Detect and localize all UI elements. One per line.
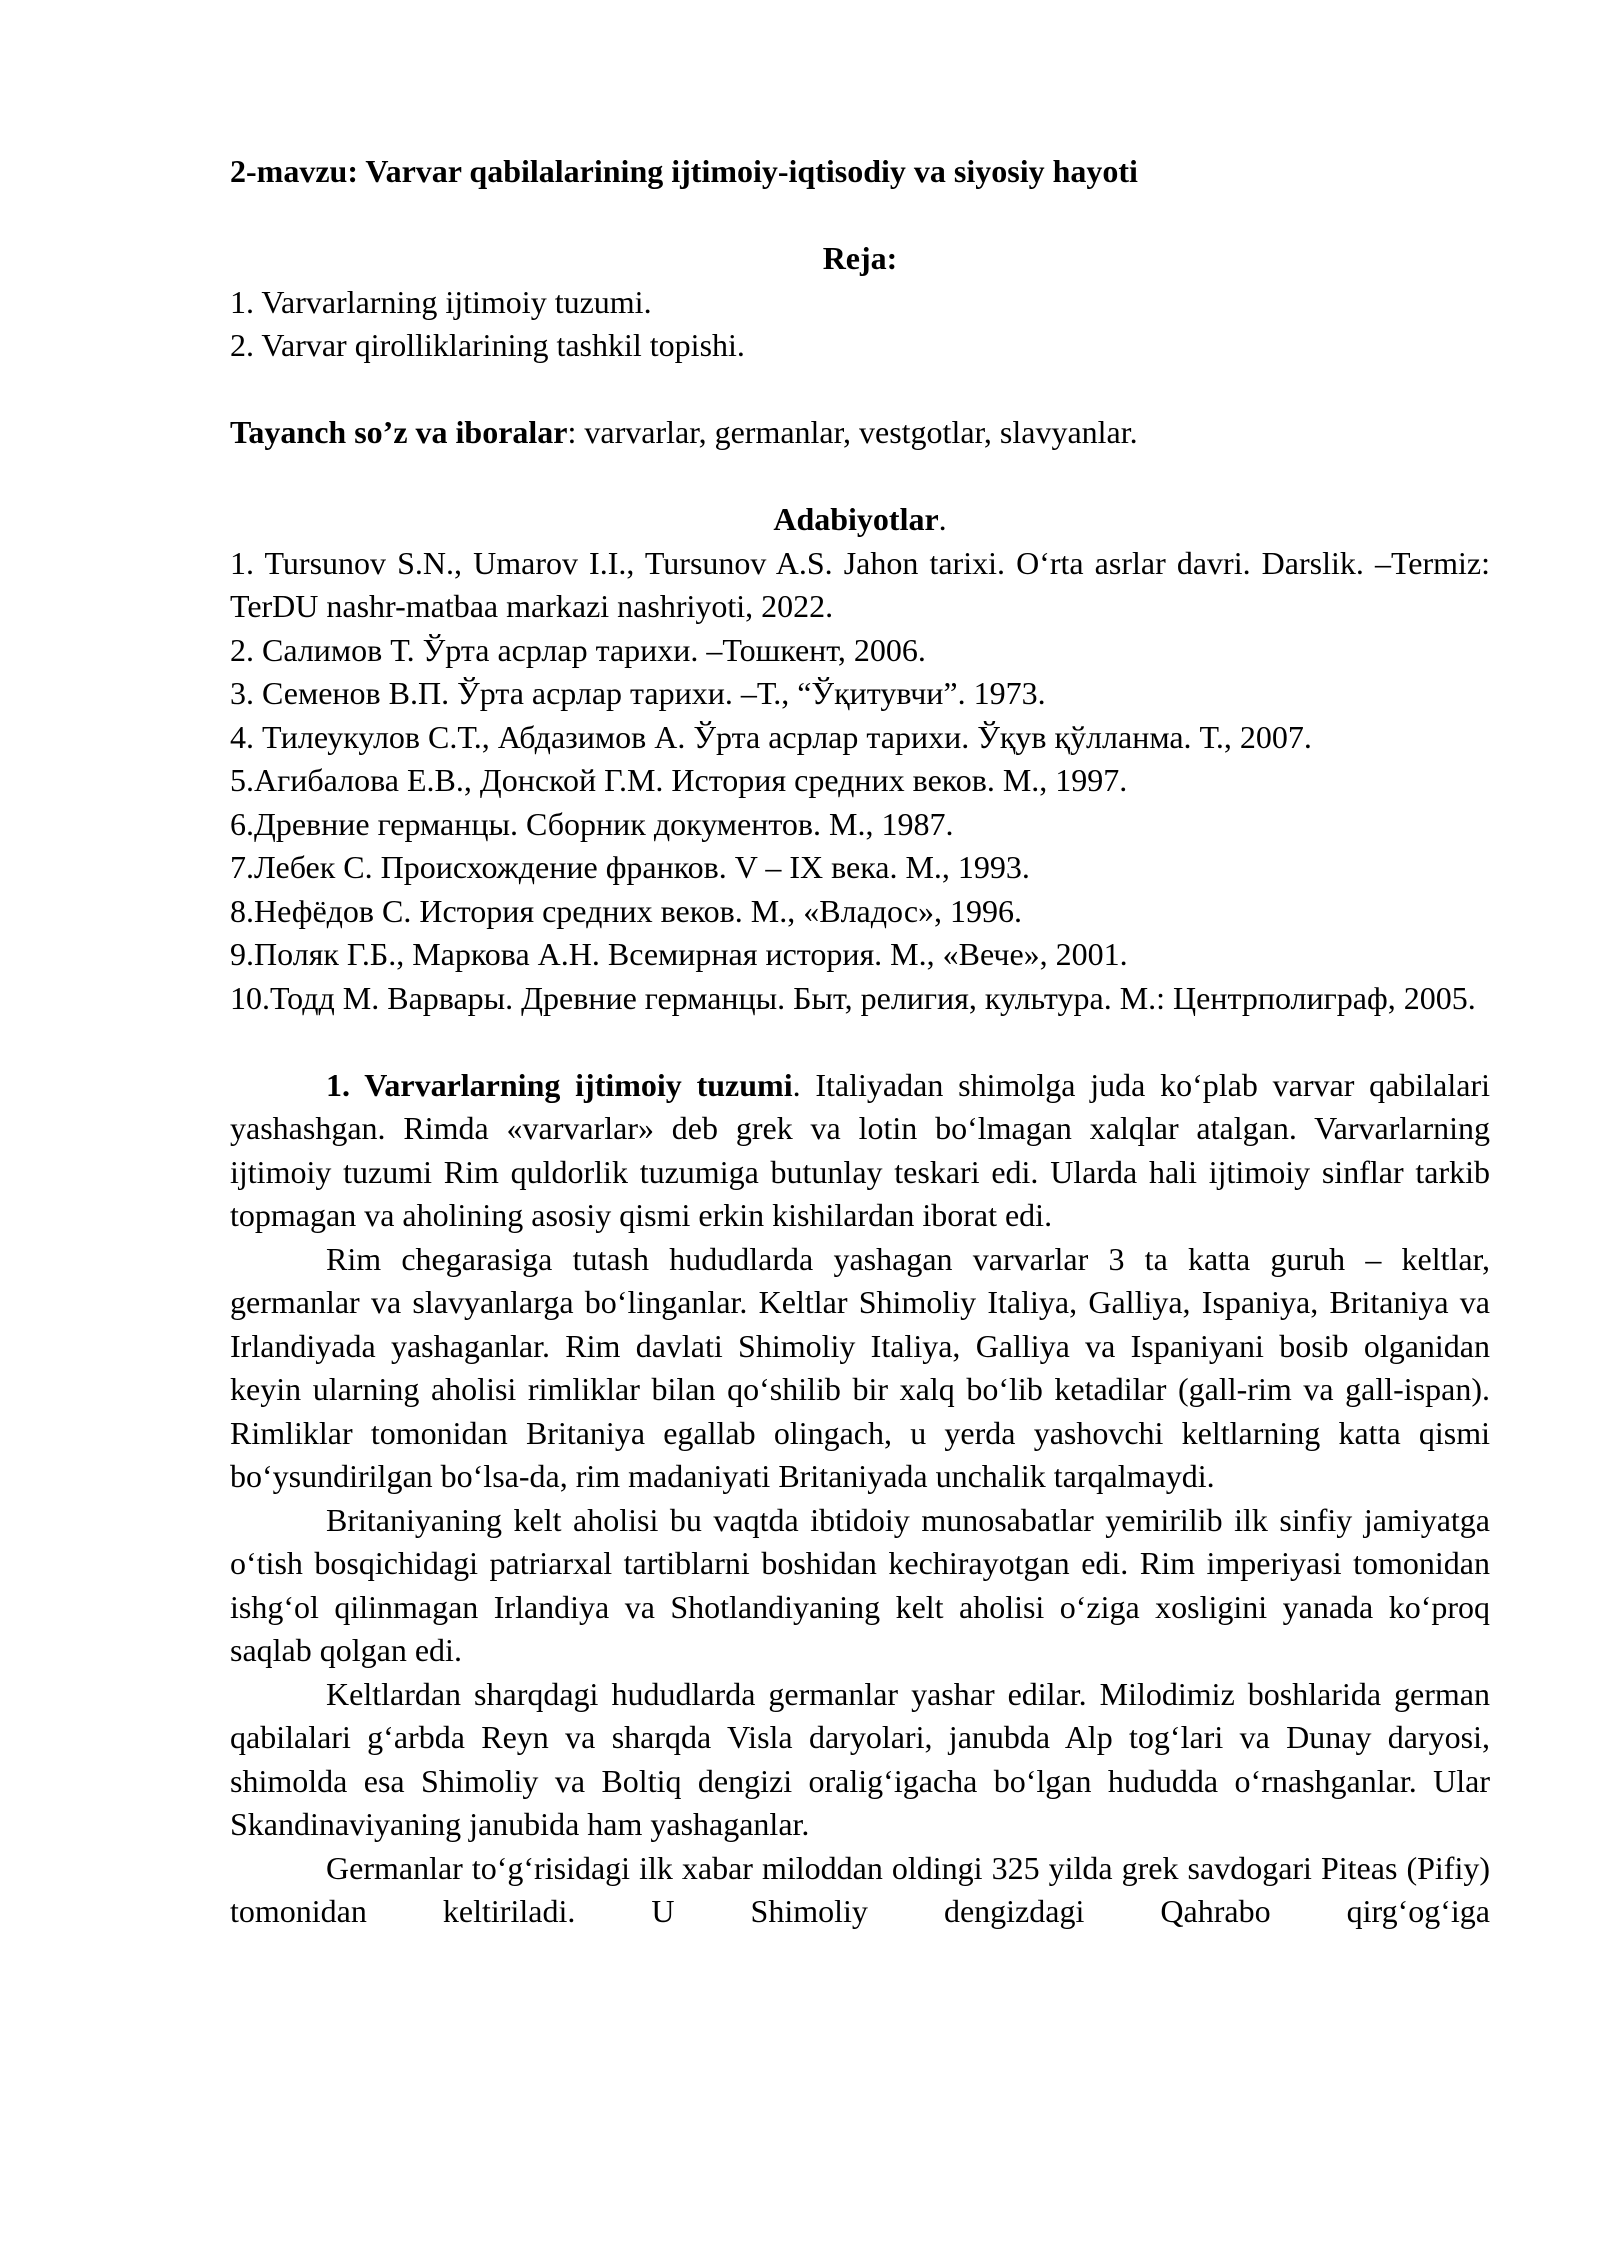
keywords-text: : varvarlar, germanlar, vestgotlar, slavyanlar. xyxy=(567,414,1138,450)
document-page xyxy=(230,150,1490,1934)
plan-item: 2. Varvar qirolliklarining tashkil topishi. xyxy=(230,327,745,363)
literature-item: 1. Tursunov S.N., Umarov I.I., Tursunov A.S. Jahon tarixi. O‘rta asrlar davri. Darslik. –Termiz: TerDU nashr-matbaa markazi nashriyoti, 2022. xyxy=(230,544,1490,624)
body-paragraph: Rim chegarasiga tutash hududlarda yashagan varvarlar 3 ta katta guruh – keltlar, germanlar va slavyanlarga bo‘linganlar. Keltlar Shimoliy Italiya, Galliya, Ispaniya, Britaniya va Irlandiyada yashaganlar. Rim davlati Shimoliy Italiya, Galliya va Ispaniyani bosib olganidan keyin ularning aholisi rimliklar bilan qo‘shilib bir xalq bo‘lib ketadilar (gall-rim va gall-ispan). Rimliklar tomonidan Britaniya egallab olingach, u yerda yashovchi keltlarning katta qismi bo‘ysundirilgan bo‘lsa-da, rim madaniyati Britaniyada unchalik tarqalmaydi. xyxy=(230,1240,1490,1494)
body-paragraph: Britaniyaning kelt aholisi bu vaqtda ibtidoiy munosabatlar yemirilib ilk sinfiy jamiyatga o‘tish bosqichidagi patriarxal tartiblarni boshidan kechirayotgan edi. Rim imperiyasi tomonidan ishg‘ol qilinmagan Irlandiya va Shotlandiyaning kelt aholisi o‘ziga xosligini yanada ko‘proq saqlab qolgan edi. xyxy=(230,1501,1490,1668)
literature-item: 6.Древние германцы. Сборник документов. М., 1987. xyxy=(230,805,954,842)
literature-heading-text: Adabiyotlar xyxy=(773,501,939,537)
literature-item: 5.Агибалова Е.В., Донской Г.М. История средних веков. М., 1997. xyxy=(230,762,1128,798)
literature-item: 10.Тодд М. Варвары. Древние германцы. Быт, религия, культура. М.: Центрполиграф, 2005. xyxy=(230,979,1476,1016)
section1-intro-text: . Italiyadan shimolga juda ko‘plab varvar qabilalari yashashgan. Rimda «varvarlar» deb grek va lotin bo‘lmagan xalqlar atalgan. Varvarlarning ijtimoiy tuzumi Rim quldorlik tuzumiga butunlay teskari edi. Ularda hali ijtimoiy sinflar tarkib topmagan va aholining asosiy qismi erkin kishilardan iborat edi. xyxy=(230,1066,1490,1233)
keywords-line xyxy=(230,411,1490,455)
document-title: 2-mavzu: Varvar qabilalarining ijtimoiy-iqtisodiy va siyosiy hayoti xyxy=(230,153,1138,189)
literature-item: 8.Нефёдов С. История средних веков. М., «Владос», 1996. xyxy=(230,892,1023,929)
body-paragraph: Keltlardan sharqdagi hududlarda germanlar yashar edilar. Milodimiz boshlarida german qabilalari g‘arbda Reyn va sharqda Visla daryolari, janubda Alp tog‘lari va Dunay daryosi, shimolda esa Shimoliy va Boltiq dengizi oralig‘igacha bo‘lgan hududda o‘rnashganlar. Ular Skandinaviyaning janubida ham yashaganlar. xyxy=(230,1675,1490,1842)
section1-heading: 1. Varvarlarning ijtimoiy tuzumi xyxy=(326,1066,793,1103)
literature-heading xyxy=(230,498,1490,542)
literature-heading-suffix: . xyxy=(938,501,947,537)
body-paragraph: Germanlar to‘g‘risidagi ilk xabar miloddan oldingi 325 yilda grek savdogari Piteas (Pifiy) tomonidan keltiriladi. U Shimoliy dengizdagi Qahrabo qirg‘og‘iga xyxy=(230,1849,1490,1929)
plan-item: 1. Varvarlarning ijtimoiy tuzumi. xyxy=(230,283,652,320)
literature-item: 3. Семенов В.П. Ўрта асрлар тарихи. –Т., “Ўқитувчи”. 1973. xyxy=(230,675,1046,711)
plan-heading: Reja: xyxy=(822,240,898,276)
literature-item: 9.Поляк Г.Б., Маркова А.Н. Всемирная история. М., «Вече», 2001. xyxy=(230,936,1128,972)
literature-item: 7.Лебек С. Происхождение франков. V – IX века. М., 1993. xyxy=(230,849,1030,885)
literature-item: 4. Тилеукулов С.Т., Абдазимов А. Ўрта асрлар тарихи. Ўқув қўлланма. Т., 2007. xyxy=(230,718,1312,755)
section1-intro-paragraph xyxy=(230,1064,1490,1238)
keywords-label: Tayanch so’z va iboralar xyxy=(230,414,568,450)
literature-item: 2. Салимов Т. Ўрта асрлар тарихи. –Тошкент, 2006. xyxy=(230,631,926,668)
